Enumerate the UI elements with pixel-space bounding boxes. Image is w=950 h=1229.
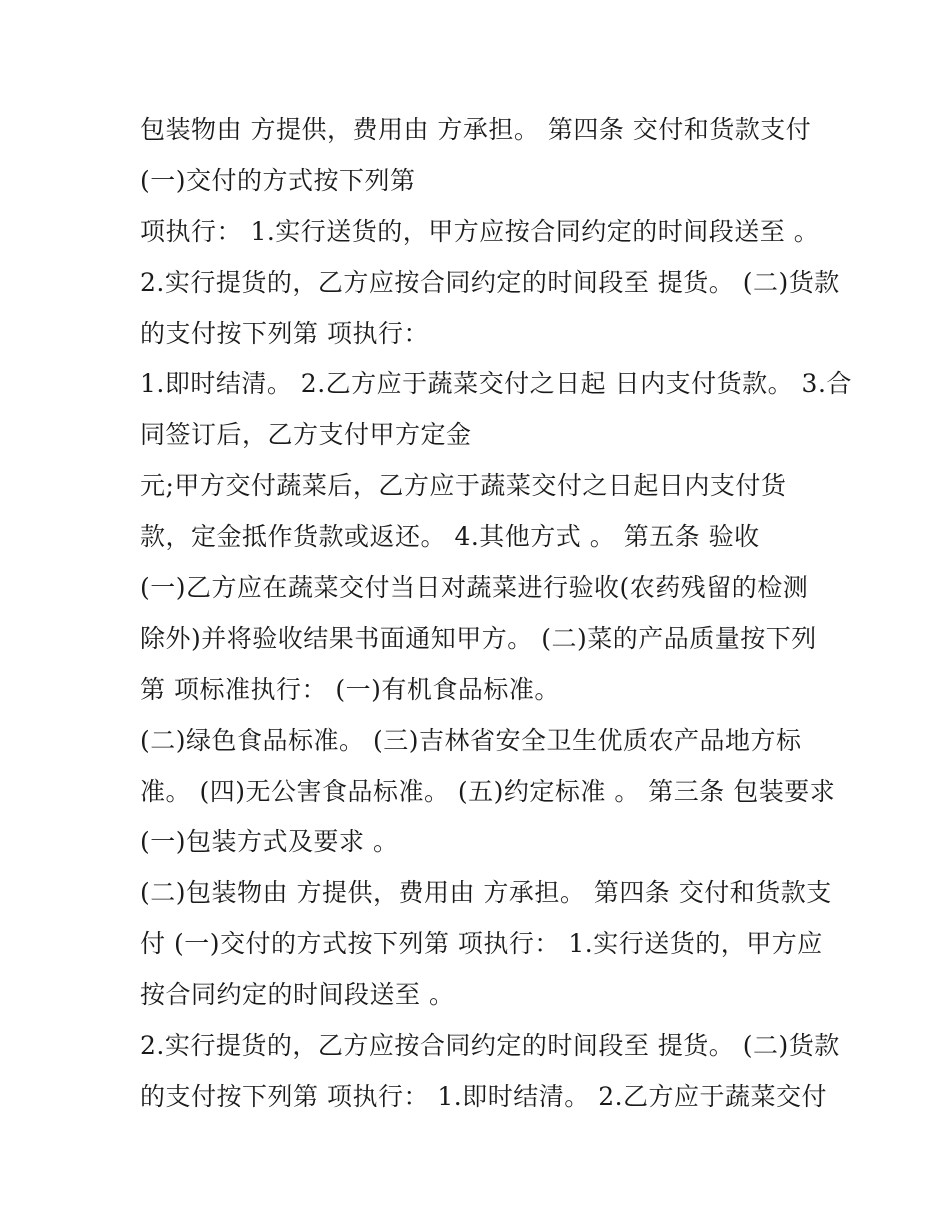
contract-text-body [140,105,852,1123]
text-line: (二)包装物由 方提供，费用由 方承担。 第四条 交付和货款支 [140,878,832,908]
text-line: 款，定金抵作货款或返还。 4.其他方式 。 第五条 验收 [140,522,760,552]
text-line: 的支付按下列第 项执行： 1.即时结清。 2.乙方应于蔬菜交付 [140,1081,828,1111]
text-line: (一)交付的方式按下列第 [140,165,416,195]
text-line: (一)包装方式及要求 。 [140,827,399,857]
text-line: 除外)并将验收结果书面通知甲方。 (二)菜的产品质量按下列 [140,623,817,653]
text-line: 2.实行提货的，乙方应按合同约定的时间段至 提货。 (二)货款 [140,267,840,297]
text-line: 同签订后，乙方支付甲方定金 [140,420,472,450]
text-line: (二)绿色食品标准。 (三)吉林省安全卫生优质农产品地方标 [140,725,802,755]
text-line: 元;甲方交付蔬菜后，乙方应于蔬菜交付之日起日内支付货 [140,471,787,501]
text-line: 准。 (四)无公害食品标准。 (五)约定标准 。 第三条 包装要求 [140,776,836,806]
text-line: 第 项标准执行： (一)有机食品标准。 [140,674,560,704]
text-line: 2.实行提货的，乙方应按合同约定的时间段至 提货。 (二)货款 [140,1031,840,1061]
text-line: 按合同约定的时间段送至 。 [140,980,455,1010]
text-line: (一)乙方应在蔬菜交付当日对蔬菜进行验收(农药残留的检测 [140,573,809,603]
text-line: 项执行： 1.实行送货的，甲方应按合同约定的时间段送至 。 [140,216,820,246]
text-line: 的支付按下列第 项执行： [140,318,429,348]
text-line: 包装物由 方提供，费用由 方承担。 第四条 交付和货款支付 [140,115,812,144]
text-line: 付 (一)交付的方式按下列第 项执行： 1.实行送货的，甲方应 [140,929,823,959]
text-line: 1.即时结清。 2.乙方应于蔬菜交付之日起 日内支付货款。 3.合 [140,369,852,399]
